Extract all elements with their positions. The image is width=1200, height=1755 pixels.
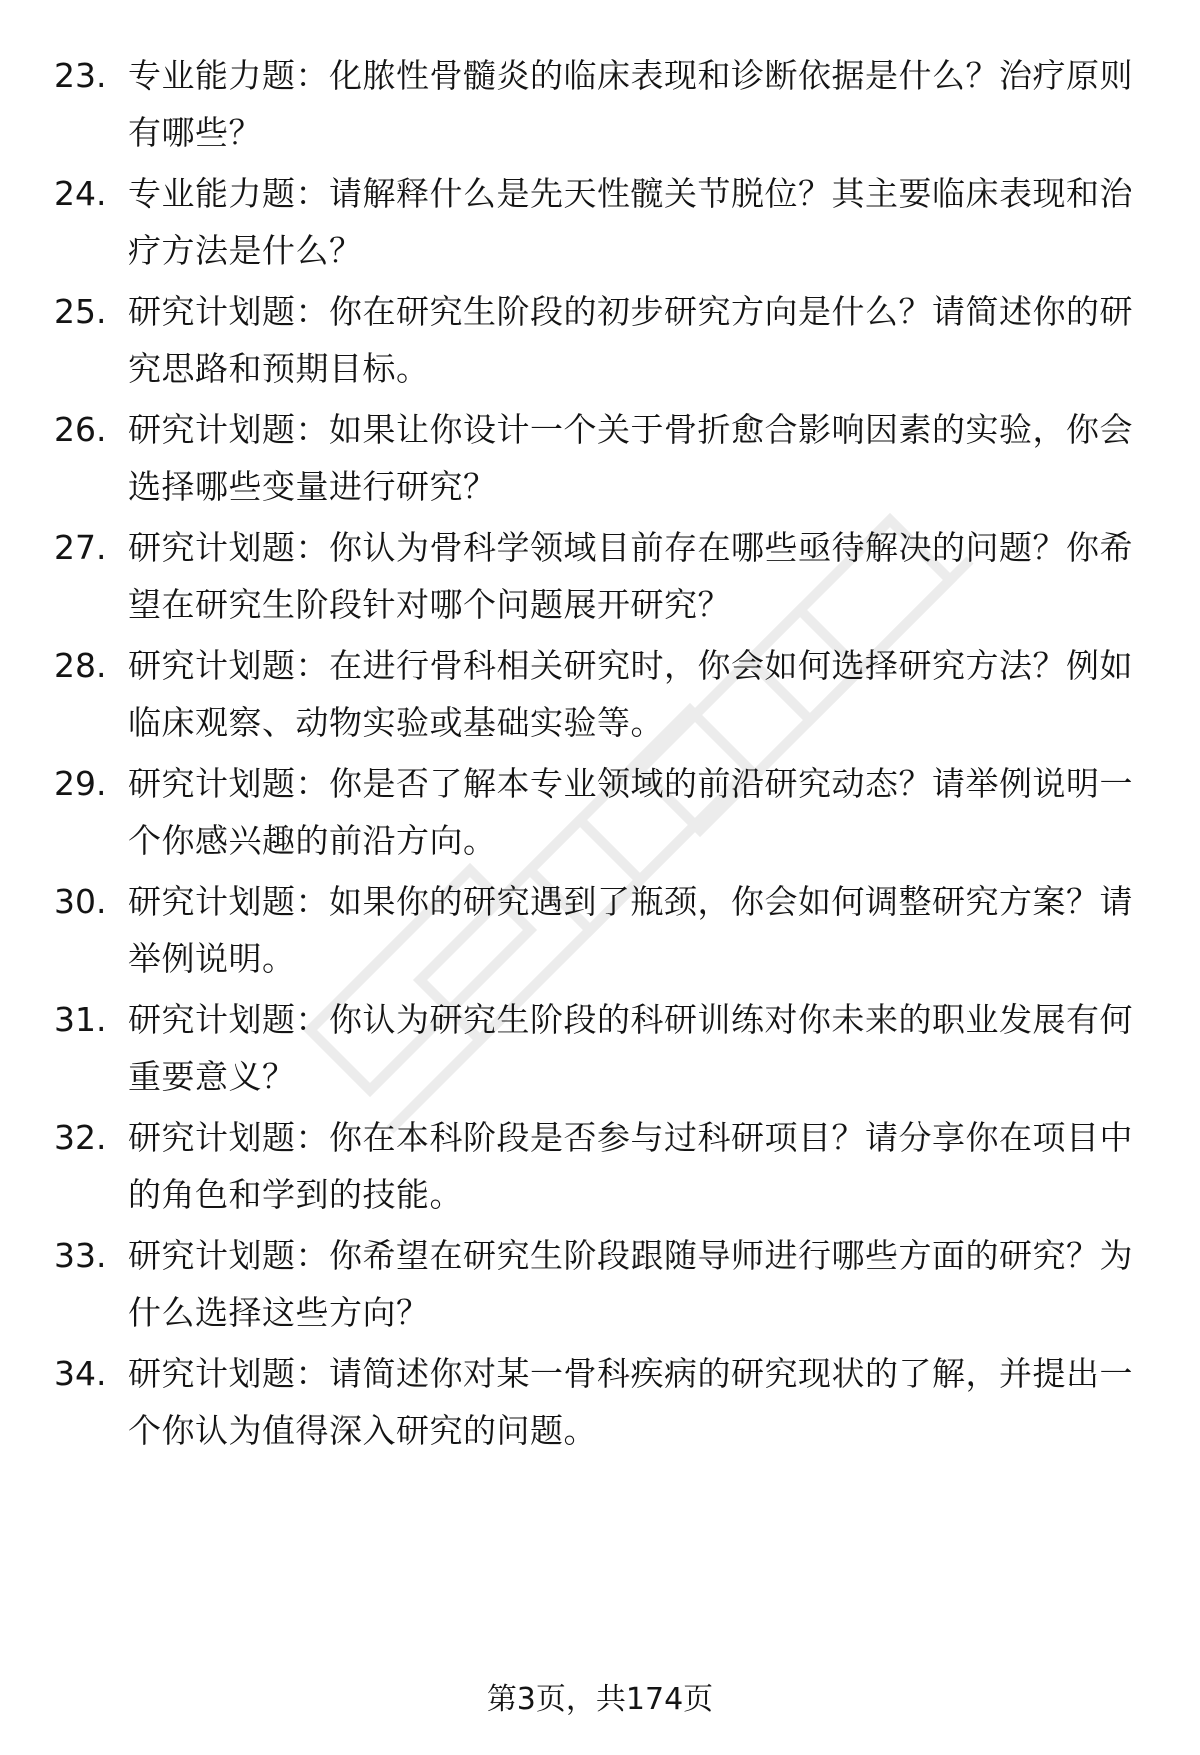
question-number: 26.: [54, 410, 107, 449]
question-text: 研究计划题：你希望在研究生阶段跟随导师进行哪些方面的研究？为什么选择这些方向？: [128, 1236, 1133, 1332]
question-text: 研究计划题：你在本科阶段是否参与过科研项目？请分享你在项目中的角色和学到的技能。: [128, 1118, 1133, 1214]
question-number: 29.: [54, 764, 107, 803]
question-item: [0, 1227, 1200, 1337]
question-text: 研究计划题：请简述你对某一骨科疾病的研究现状的了解，并提出一个你认为值得深入研究的问题。: [128, 1354, 1133, 1450]
question-text: 研究计划题：如果你的研究遇到了瓶颈，你会如何调整研究方案？请举例说明。: [128, 882, 1133, 978]
question-text: 研究计划题：你在研究生阶段的初步研究方向是什么？请简述你的研究思路和预期目标。: [128, 292, 1133, 388]
question-number: 33.: [54, 1236, 107, 1275]
question-item: [0, 755, 1200, 865]
question-number: 25.: [54, 292, 107, 331]
question-number: 27.: [54, 528, 107, 567]
question-item: [0, 1345, 1200, 1455]
question-item: [0, 47, 1200, 157]
question-item: [0, 637, 1200, 747]
question-item: [0, 165, 1200, 275]
question-item: [0, 283, 1200, 393]
question-item: [0, 991, 1200, 1101]
question-text: 专业能力题：请解释什么是先天性髋关节脱位？其主要临床表现和治疗方法是什么？: [128, 174, 1133, 270]
question-text: 研究计划题：如果让你设计一个关于骨折愈合影响因素的实验，你会选择哪些变量进行研究？: [128, 410, 1133, 506]
question-number: 31.: [54, 1000, 107, 1039]
question-text: 研究计划题：在进行骨科相关研究时，你会如何选择研究方法？例如临床观察、动物实验或基础实验等。: [128, 646, 1133, 742]
question-number: 28.: [54, 646, 107, 685]
question-text: 研究计划题：你认为研究生阶段的科研训练对你未来的职业发展有何重要意义？: [128, 1000, 1133, 1096]
question-number: 23.: [54, 56, 107, 95]
question-number: 34.: [54, 1354, 107, 1393]
page-footer: [0, 1680, 1200, 1720]
question-number: 24.: [54, 174, 107, 213]
question-item: [0, 873, 1200, 983]
question-number: 32.: [54, 1118, 107, 1157]
question-text: 专业能力题：化脓性骨髓炎的临床表现和诊断依据是什么？治疗原则有哪些？: [128, 56, 1133, 152]
question-text: 研究计划题：你认为骨科学领域目前存在哪些亟待解决的问题？你希望在研究生阶段针对哪个问题展开研究？: [128, 528, 1133, 624]
question-item: [0, 519, 1200, 629]
question-item: [0, 1109, 1200, 1219]
page-number: 第3页，共174页: [486, 1682, 714, 1717]
question-text: 研究计划题：你是否了解本专业领域的前沿研究动态？请举例说明一个你感兴趣的前沿方向。: [128, 764, 1133, 860]
question-number: 30.: [54, 882, 107, 921]
question-item: [0, 401, 1200, 511]
